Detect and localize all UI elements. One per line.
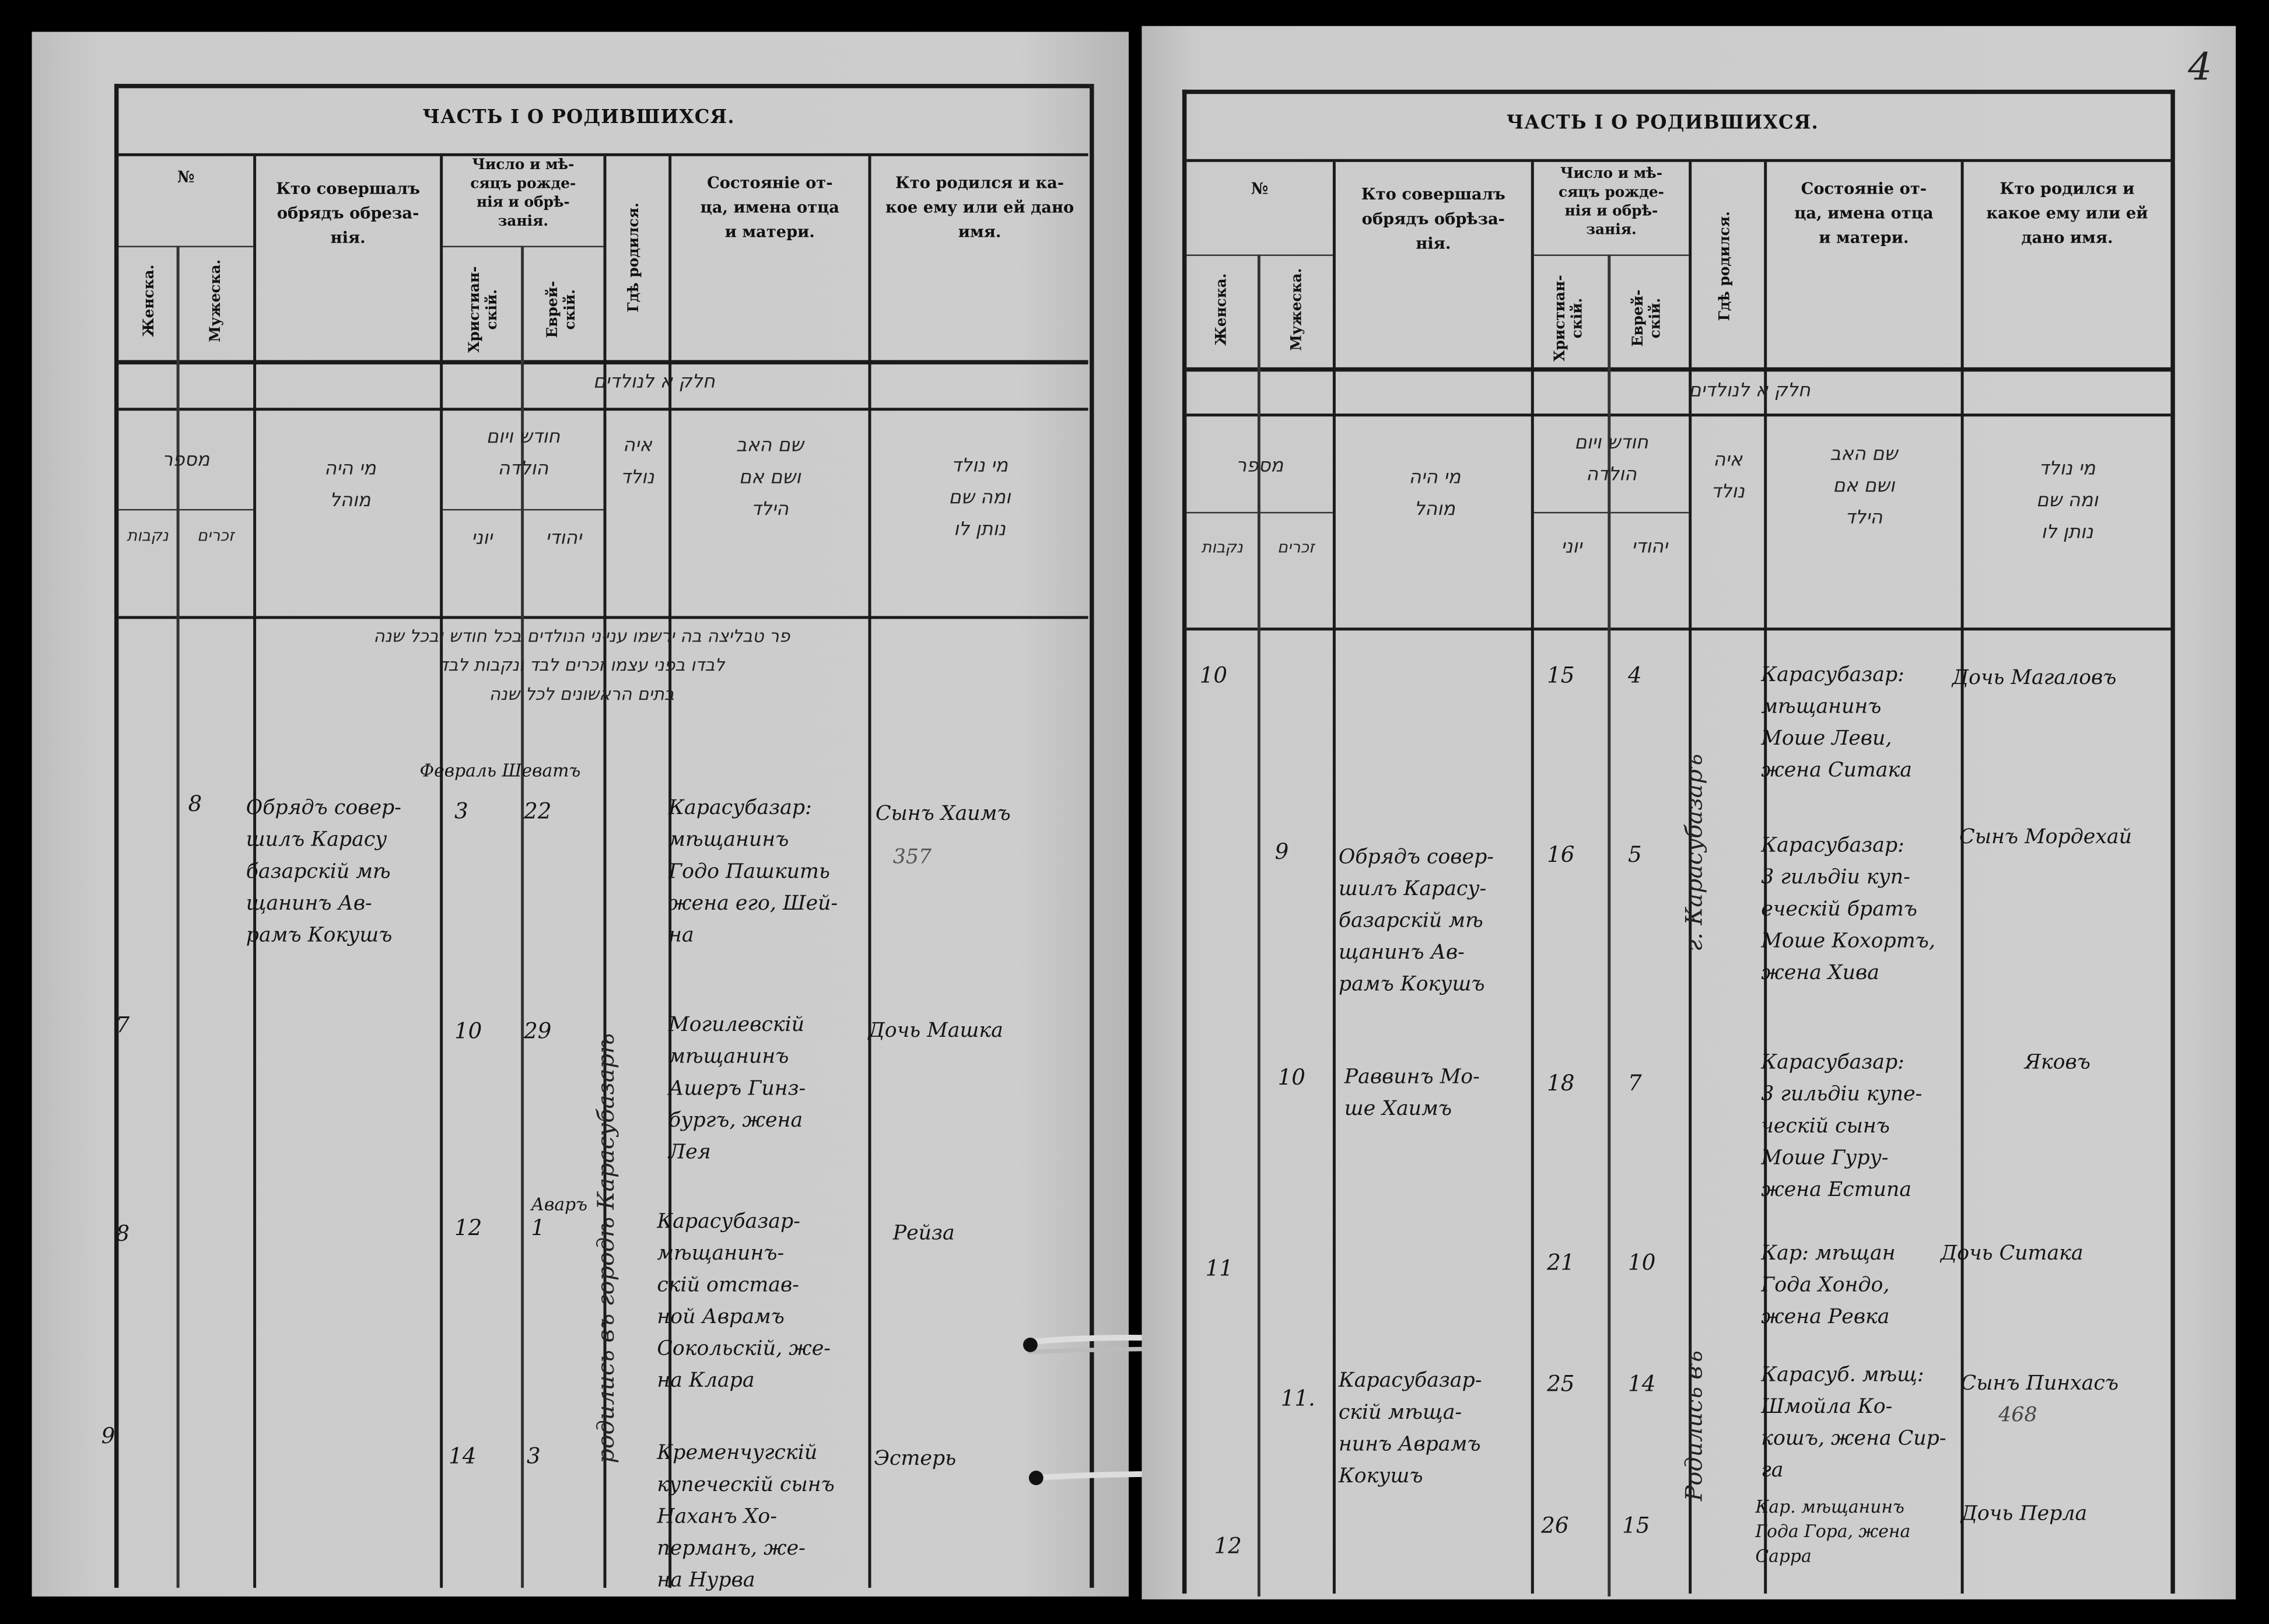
entry-jewish-date: 14 (1628, 1370, 1656, 1397)
jewish-header: Еврей- скій. (545, 280, 579, 338)
performer-header: Кто совершалъ обрядъ обрѣза- нія. (1361, 185, 1505, 253)
entry-male-number: 8 (188, 791, 202, 818)
entry-christian-date: 3 (454, 798, 468, 825)
child-header: Кто родился и ка- кое ему или ей дано имя. (885, 173, 1074, 242)
performer-header: Кто совершалъ обрядъ обреза- нія. (276, 179, 421, 248)
page-number: 4 (2188, 46, 2212, 90)
entry-jewish-date: 10 (1628, 1249, 1656, 1276)
number-header: № (177, 167, 195, 187)
male-header: Мужеска. (1289, 268, 1305, 351)
hebrew-jewish: יהודי (1631, 536, 1668, 559)
entry-performer: Обрядъ совер- шилъ Карасу базарскій мѣ щанинъ Ав- рамъ Кокушъ (246, 797, 401, 948)
entry-christian-date: 18 (1547, 1070, 1575, 1096)
entry-christian-date: 16 (1547, 841, 1575, 868)
entry-christian-date: 15 (1547, 662, 1575, 689)
hebrew-place: איה נולד (1711, 450, 1745, 504)
entry-child: Яковъ (2024, 1051, 2091, 1075)
entry-christian-date: 21 (1547, 1249, 1575, 1276)
entry-parents: Кременчугскій купеческій сынъ Наханъ Хо- перманъ, же- на Нурва (657, 1441, 835, 1593)
entry-child: Сынъ Хаимъ (875, 802, 1011, 826)
entry-christian-date: 26 (1541, 1512, 1569, 1539)
hebrew-part-title: חלק א לנולדים (1688, 380, 1811, 402)
parents-header: Состояніе от- ца, имена отца и матери. (1794, 179, 1934, 248)
left-page (32, 32, 1129, 1597)
christian-header: Христиан- скій. (1553, 275, 1587, 362)
entry-jewish-date: 5 (1628, 841, 1642, 868)
hebrew-parents: שם האב ושם אם הילד (736, 435, 804, 521)
entry-parents: Карасубазар: мѣщанинъ Годо Пашкить жена его, Шей- на (668, 797, 838, 948)
entry-child: Сынъ Мордехай (1959, 826, 2133, 849)
hebrew-male: זכרים (197, 526, 234, 545)
hebrew-number: מספר (1235, 455, 1284, 478)
entry-christian-date: 25 (1547, 1370, 1575, 1397)
entry-performer: Обрядъ совер- шилъ Карасу- базарскій мѣ щанинъ Ав- рамъ Кокушъ (1338, 846, 1494, 997)
entry-jewish-date: 22 (524, 798, 552, 825)
entry-child: Дочь Ситака (1940, 1242, 2084, 1265)
hebrew-child: מי נולד ומה שם נותן לו (948, 455, 1011, 541)
entry-female-number: 12 (1214, 1532, 1242, 1559)
entry-jewish-date: 7 (1628, 1070, 1642, 1096)
entry-jewish-date: 15 (1622, 1512, 1650, 1539)
entry-child: Эстерь (874, 1447, 957, 1471)
place-header: Гдѣ родился. (1717, 211, 1734, 321)
entry-parents: Кар. мѣщанинъ Года Гора, жена Сарра (1755, 1496, 1911, 1566)
christian-header: Христиан- скій. (467, 266, 501, 353)
entry-female-number: 9 (101, 1423, 115, 1449)
margin-number: 357 (892, 846, 932, 869)
entry-female-number: 8 (115, 1220, 130, 1247)
entry-child: Рейза (892, 1222, 955, 1246)
place-vertical: родились въ городѣ Карасубазарѣ (591, 1033, 619, 1464)
entry-child: Дочь Перла (1960, 1502, 2088, 1526)
place-vertical-2: Родились въ (1680, 1351, 1708, 1502)
month-label-2: Аваръ (531, 1194, 588, 1215)
entry-jewish-date: 4 (1628, 662, 1642, 689)
hebrew-place: איה נולד (620, 435, 654, 489)
male-header: Мужеска. (208, 259, 225, 342)
entry-child: Дочь Машка (868, 1019, 1003, 1043)
entry-parents: Карасубазар- мѣщанинъ- скій отстав- ной Аврамъ Сокольскій, же- на Клара (657, 1210, 831, 1393)
entry-performer: Карасубазар- скій мѣща- нинъ Аврамъ Кокушъ (1338, 1369, 1482, 1488)
right-page (1141, 26, 2236, 1600)
hebrew-male: זכרים (1277, 538, 1315, 557)
entry-female-number: 10 (1199, 662, 1228, 689)
margin-number: 468 (1998, 1404, 2037, 1427)
entry-child: Сынъ Пинхасъ (1960, 1372, 2119, 1396)
child-header: Кто родился и какое ему или ей дано имя. (1986, 179, 2148, 248)
hebrew-child: מי נולד ומה שם נותן לו (2036, 458, 2099, 544)
entry-child: Дочь Магаловъ (1952, 667, 2117, 690)
hebrew-christian: יוני (1561, 536, 1582, 559)
entry-performer: Раввинъ Мо- ше Хаимъ (1344, 1065, 1480, 1121)
hebrew-number: מספר (162, 450, 210, 472)
entry-male-number: 9 (1274, 839, 1289, 865)
hebrew-part-title: חלק א לנולדים (593, 371, 715, 394)
entry-jewish-date: 29 (524, 1018, 552, 1044)
jewish-header: Еврей- скій. (1630, 289, 1665, 347)
hebrew-female: נקבות (1201, 538, 1243, 557)
entry-parents: Кар: мѣщан Года Хондо, жена Ревка (1761, 1242, 1896, 1330)
hebrew-instruction: פר טבליצה בה ירשמו ענייני הנולדים בכל חודש ובכל שנה לבדו בפני עצמו זכרים לבד ונקבות לבד בתים הראשונים לכל שנה (373, 626, 790, 704)
entry-christian-date: 10 (454, 1018, 482, 1044)
number-header: № (1251, 179, 1269, 198)
place-vertical: г. Карасубазаръ (1680, 753, 1708, 952)
hebrew-performer: מי היה מוהל (324, 458, 376, 512)
hebrew-parents: שם האב ושם אם הילד (1830, 444, 1898, 529)
page-title: ЧАСТЬ I О РОДИВШИХСЯ. (422, 107, 735, 129)
entry-christian-date: 12 (454, 1215, 482, 1241)
hebrew-date: חודש ויום הולדה (1574, 432, 1648, 486)
entry-parents: Карасубазар: мѣщанинъ Моше Леви, жена Ситака (1761, 664, 1912, 783)
hebrew-date: חודש ויום הולדה (486, 426, 561, 480)
entry-christian-date: 14 (449, 1443, 477, 1469)
hebrew-performer: מי היה מוהל (1409, 467, 1461, 521)
parents-header: Состояніе от- ца, имена отца и матери. (700, 173, 839, 242)
female-header: Женска. (1214, 273, 1230, 346)
entry-parents: Карасубазар: 3 гильдіи куп- еческій братъ Моше Кохортъ, жена Хива (1761, 834, 1935, 985)
date-header: Число и мѣ- сяцъ рожде- нія и обрѣ- занія. (470, 157, 576, 230)
month-label: Февраль Шеватъ (419, 760, 581, 781)
hebrew-christian: יוני (471, 528, 493, 550)
page-title: ЧАСТЬ I О РОДИВШИХСЯ. (1506, 113, 1819, 135)
entry-jewish-date: 1 (531, 1215, 545, 1241)
entry-male-number: 10 (1277, 1064, 1306, 1090)
entry-female-number: 7 (115, 1012, 130, 1039)
entry-parents: Карасубазар: 3 гильдіи купе- ческій сынъ Моше Гуру- жена Естипа (1761, 1051, 1923, 1202)
female-header: Женска. (142, 264, 158, 337)
entry-parents: Могилевскій мѣщанинъ Ашеръ Гинз- бургъ, жена Лея (668, 1013, 806, 1164)
hebrew-female: נקבות (127, 526, 169, 545)
entry-jewish-date: 3 (527, 1443, 541, 1469)
entry-parents: Карасуб. мѣщ: Шмойла Ко- кошъ, жена Сир- га (1761, 1363, 1946, 1482)
hebrew-jewish: יהודי (545, 528, 582, 550)
entry-female-number: 11 (1205, 1255, 1233, 1282)
place-header: Гдѣ родился. (626, 202, 643, 313)
date-header: Число и мѣ- сяцъ рожде- нія и обрѣ- занія. (1558, 166, 1664, 239)
entry-male-number: 11. (1280, 1385, 1315, 1412)
